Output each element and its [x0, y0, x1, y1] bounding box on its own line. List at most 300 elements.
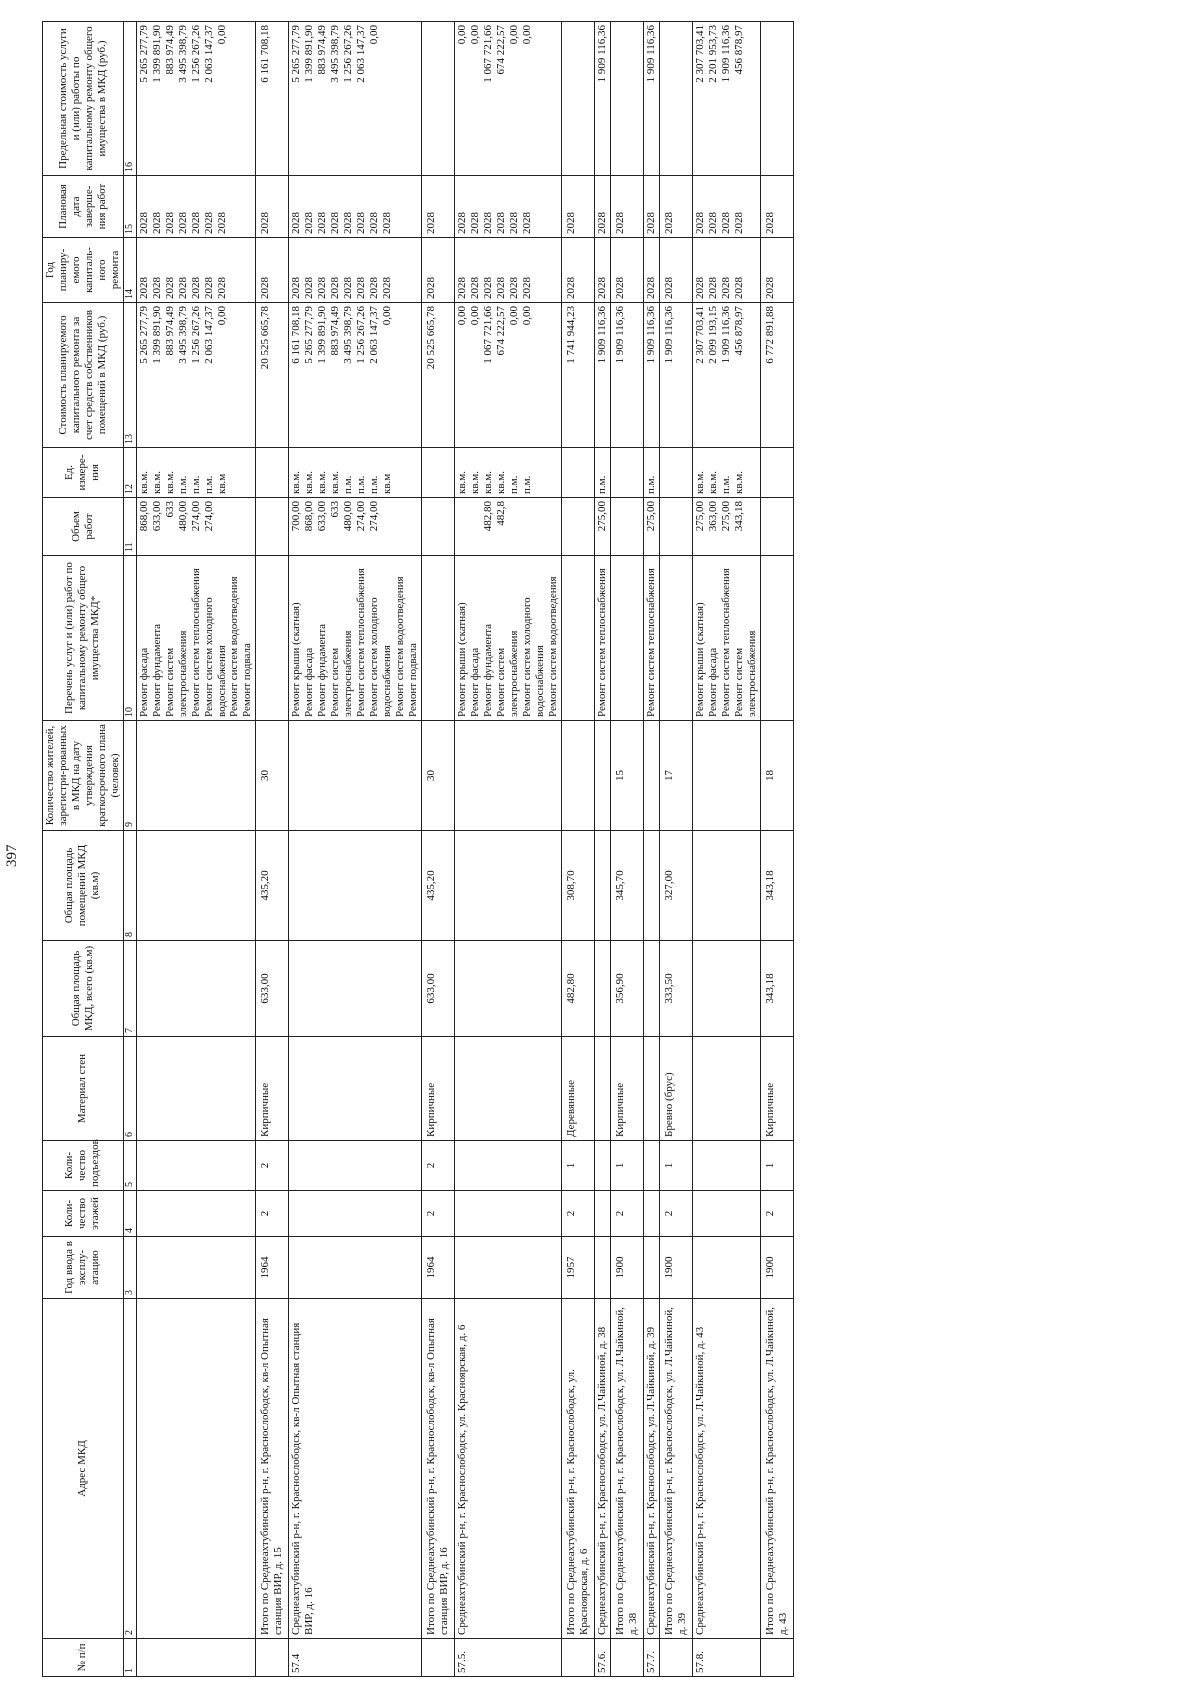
unit-line: п.м. — [189, 475, 202, 494]
column-number-14: 14 — [123, 238, 136, 303]
unit-line: кв.м. — [150, 471, 163, 494]
cell-residents — [692, 721, 760, 831]
volume-line: 274,00 — [189, 501, 202, 532]
cell-address: Итого по Среднеахтубинский р-н, г. Краснослободск, ул. Л.Чайкиной, д. 39 — [659, 1299, 692, 1639]
cost-line: 883 974,49 — [163, 306, 176, 356]
cost-line: 1 909 116,36 — [614, 306, 627, 364]
cell-area-rooms — [136, 831, 256, 941]
cell-area-total: 333,50 — [659, 941, 692, 1037]
cell-volume — [422, 498, 455, 556]
cell-area-rooms: 327,00 — [659, 831, 692, 941]
cell-entrances: 1 — [659, 1141, 692, 1191]
unit-line: кв.м — [215, 473, 228, 494]
limit-line — [614, 25, 627, 172]
volume-line: 482,8 — [495, 501, 508, 526]
year-plan-line: 2028 — [176, 277, 189, 299]
column-header-8: Общая площадь помещений МКД (кв.м) — [43, 831, 124, 941]
year-plan-line: 2028 — [202, 277, 215, 299]
works-line: Ремонт фундамента — [316, 623, 329, 717]
volume-line: 275,00 — [693, 501, 706, 532]
end-date-line: 2028 — [662, 212, 675, 234]
volume-line — [216, 501, 229, 552]
cell-address: Среднеахтубинский р-н, г. Краснослободск, ул. Красноярская, д. 6 — [455, 1299, 562, 1639]
volume-line: 482,80 — [482, 501, 495, 532]
volume-line — [508, 501, 521, 552]
cost-line: 2 099 193,15 — [706, 306, 719, 364]
limit-line: 883 974,49 — [163, 25, 176, 75]
limit-line: 2 063 147,37 — [355, 25, 368, 83]
cell-walls: Кирпичные — [422, 1037, 455, 1141]
cell-area-total — [643, 941, 659, 1037]
cell-limit — [422, 22, 455, 176]
limit-line: 1 909 116,36 — [719, 25, 732, 83]
cell-works — [455, 556, 562, 721]
limit-line: 5 265 277,79 — [137, 25, 150, 83]
year-plan-line: 2028 — [259, 277, 272, 299]
volume-line: 480,00 — [176, 501, 189, 532]
cell-year-plan — [422, 238, 455, 303]
unit-line: п.м. — [355, 475, 368, 494]
column-header-12: Ед. измере-ния — [43, 448, 124, 498]
works-line: Ремонт систем водоотведения — [547, 576, 560, 717]
cell-unit — [422, 448, 455, 498]
cell-residents: 30 — [256, 721, 289, 831]
table-row — [643, 22, 659, 1677]
limit-line: 0,00 — [469, 25, 482, 45]
cell-year: 1900 — [611, 1237, 644, 1299]
cell-end-date — [643, 176, 659, 238]
limit-line: 1 399 891,90 — [150, 25, 163, 83]
limit-line: 0,00 — [508, 25, 521, 45]
cell-area-total — [595, 941, 611, 1037]
end-date-line: 2028 — [763, 212, 776, 234]
cell-floors — [595, 1191, 611, 1237]
cost-line: 1 909 116,36 — [596, 306, 609, 364]
end-date-line: 2028 — [565, 212, 578, 234]
cell-year — [136, 1237, 256, 1299]
cell-year: 1900 — [760, 1237, 793, 1299]
cell-residents: 18 — [760, 721, 793, 831]
works-line: Ремонт систем электроснабжения — [732, 630, 758, 717]
cost-line: 1 909 116,36 — [719, 306, 732, 364]
cell-area-rooms — [692, 831, 760, 941]
unit-line: кв.м. — [329, 471, 342, 494]
column-number-5: 5 — [123, 1141, 136, 1191]
year-plan-line: 2028 — [614, 277, 627, 299]
works-line: Ремонт фасада — [706, 647, 719, 717]
cell-walls: Кирпичные — [760, 1037, 793, 1141]
cell-address: Итого по Среднеахтубинский р-н, г. Краснослободск, кв-л Опытная станция ВИР, д. 15 — [256, 1299, 289, 1639]
cost-line: 456 878,97 — [732, 306, 745, 356]
works-line: Ремонт систем теплоснабжения — [644, 568, 657, 717]
unit-line: кв.м. — [469, 471, 482, 494]
cell-volume — [760, 498, 793, 556]
cost-line: 2 063 147,37 — [202, 306, 215, 364]
cell-end-date — [422, 176, 455, 238]
end-date-line: 2028 — [355, 212, 368, 234]
cell-year-plan — [289, 238, 422, 303]
cost-line: 1 909 116,36 — [644, 306, 657, 364]
cell-entrances: 2 — [422, 1141, 455, 1191]
cell-works — [643, 556, 659, 721]
year-plan-line: 2028 — [316, 277, 329, 299]
cell-unit — [595, 448, 611, 498]
cell-floors — [289, 1191, 422, 1237]
end-date-line: 2028 — [137, 212, 150, 234]
cell-walls — [289, 1037, 422, 1141]
cell-year — [455, 1237, 562, 1299]
unit-line: кв.м. — [303, 471, 316, 494]
limit-line: 1 256 267,26 — [189, 25, 202, 83]
cell-walls — [643, 1037, 659, 1141]
cell-address: Среднеахтубинский р-н, г. Краснослободск, ул. Л.Чайкиной, д. 39 — [643, 1299, 659, 1639]
volume-line — [456, 501, 469, 552]
unit-line: п.м. — [521, 475, 534, 494]
cell-area-rooms — [455, 831, 562, 941]
cell-area-total: 343,18 — [760, 941, 793, 1037]
unit-line: кв.м. — [706, 471, 719, 494]
cost-line: 20 525 665,78 — [425, 306, 438, 370]
column-number-10: 10 — [123, 556, 136, 721]
year-plan-line: 2028 — [425, 277, 438, 299]
volume-line: 274,00 — [202, 501, 215, 532]
total-row — [562, 22, 595, 1677]
column-header-5: Коли-чество подъездов — [43, 1141, 124, 1191]
limit-line: 1 909 116,36 — [596, 25, 609, 83]
cell-volume — [562, 498, 595, 556]
unit-line: п.м. — [644, 475, 657, 494]
cell-address — [136, 1299, 256, 1639]
cell-address: Среднеахтубинский р-н, г. Краснослободск, ул. Л.Чайкиной, д. 43 — [692, 1299, 760, 1639]
year-plan-line: 2028 — [662, 277, 675, 299]
cell-year — [692, 1237, 760, 1299]
year-plan-line: 2028 — [163, 277, 176, 299]
cell-limit — [643, 22, 659, 176]
cost-line: 5 265 277,79 — [137, 306, 150, 364]
cell-end-date — [289, 176, 422, 238]
volume-line: 363,00 — [706, 501, 719, 532]
cost-line: 6 772 891,88 — [763, 306, 776, 364]
column-header-10: Перечень услуг и (или) работ по капитальному ремонту общего имущества МКД* — [43, 556, 124, 721]
limit-line: 2 063 147,37 — [202, 25, 215, 83]
cell-walls: Кирпичные — [256, 1037, 289, 1141]
column-number-16: 16 — [123, 22, 136, 176]
year-plan-line: 2028 — [719, 277, 732, 299]
year-plan-line: 2028 — [644, 277, 657, 299]
cell-residents: 17 — [659, 721, 692, 831]
cell-area-rooms — [595, 831, 611, 941]
cell-end-date — [562, 176, 595, 238]
cell-walls — [595, 1037, 611, 1141]
end-date-line: 2028 — [316, 212, 329, 234]
cell-residents — [643, 721, 659, 831]
limit-line: 0,00 — [521, 25, 534, 45]
volume-line: 700,00 — [290, 501, 303, 532]
cell-walls — [136, 1037, 256, 1141]
column-number-4: 4 — [123, 1191, 136, 1237]
unit-line: п.м. — [342, 475, 355, 494]
cell-area-rooms: 435,20 — [256, 831, 289, 941]
total-row — [422, 22, 455, 1677]
cell-limit — [659, 22, 692, 176]
cost-line: 1 399 891,90 — [150, 306, 163, 364]
cell-limit — [455, 22, 562, 176]
year-plan-line: 2028 — [596, 277, 609, 299]
cell-cost — [692, 303, 760, 448]
cell-entrances: 2 — [256, 1141, 289, 1191]
year-plan-line: 2028 — [381, 277, 394, 299]
table-row — [595, 22, 611, 1677]
column-header-13: Стоимость планируемого капитального ремонта за счет средств собственников помещений в МКД (руб.) — [43, 303, 124, 448]
end-date-line: 2028 — [290, 212, 303, 234]
works-line: Ремонт систем теплоснабжения — [596, 568, 609, 717]
year-plan-line: 2028 — [508, 277, 521, 299]
cost-line: 1 256 267,26 — [355, 306, 368, 364]
cost-line: 1 399 891,90 — [316, 306, 329, 364]
limit-line: 883 974,49 — [316, 25, 329, 75]
cell-limit — [595, 22, 611, 176]
cell-end-date — [595, 176, 611, 238]
cell-year-plan — [611, 238, 644, 303]
table-row — [136, 22, 256, 1677]
works-line: Ремонт фундамента — [150, 623, 163, 717]
limit-line: 1 067 721,66 — [482, 25, 495, 83]
limit-line: 6 161 708,18 — [259, 25, 272, 83]
cell-area-total: 633,00 — [256, 941, 289, 1037]
end-date-line: 2028 — [495, 212, 508, 234]
cell-cost — [643, 303, 659, 448]
end-date-line: 2028 — [521, 212, 534, 234]
cell-year — [289, 1237, 422, 1299]
end-date-line: 2028 — [176, 212, 189, 234]
cell-residents — [562, 721, 595, 831]
year-plan-line: 2028 — [189, 277, 202, 299]
cost-line: 1 067 721,66 — [482, 306, 495, 364]
limit-line — [425, 25, 438, 172]
cell-floors: 2 — [659, 1191, 692, 1237]
works-line: Ремонт систем холодного водоснабжения — [368, 597, 394, 717]
cell-year-plan — [455, 238, 562, 303]
cell-no: 57.4 — [289, 1639, 422, 1677]
cost-line: 674 222,57 — [495, 306, 508, 356]
cost-line: 0,00 — [521, 306, 534, 326]
column-number-row — [123, 22, 136, 1677]
cell-residents — [289, 721, 422, 831]
works-line: Ремонт систем теплоснабжения — [355, 568, 368, 717]
cell-area-total: 482,80 — [562, 941, 595, 1037]
year-plan-line: 2028 — [303, 277, 316, 299]
cell-area-total: 633,00 — [422, 941, 455, 1037]
column-header-6: Материал стен — [43, 1037, 124, 1141]
cell-entrances — [136, 1141, 256, 1191]
column-number-8: 8 — [123, 831, 136, 941]
year-plan-line: 2028 — [521, 277, 534, 299]
column-header-11: Объем работ — [43, 498, 124, 556]
cell-year-plan — [760, 238, 793, 303]
end-date-line: 2028 — [644, 212, 657, 234]
cell-works — [289, 556, 422, 721]
column-number-12: 12 — [123, 448, 136, 498]
limit-line: 0,00 — [368, 25, 381, 45]
cell-address: Итого по Среднеахтубинский р-н, г. Краснослободск, ул. Л.Чайкиной, д. 38 — [611, 1299, 644, 1639]
cell-area-rooms: 435,20 — [422, 831, 455, 941]
cell-limit — [256, 22, 289, 176]
works-line: Ремонт систем теплоснабжения — [719, 568, 732, 717]
cell-year — [595, 1237, 611, 1299]
cell-limit — [136, 22, 256, 176]
column-number-15: 15 — [123, 176, 136, 238]
column-number-3: 3 — [123, 1237, 136, 1299]
works-line: Ремонт систем электроснабжения — [495, 630, 521, 717]
cell-entrances — [595, 1141, 611, 1191]
limit-line: 674 222,57 — [495, 25, 508, 75]
cost-line: 0,00 — [469, 306, 482, 326]
cost-line: 2 307 703,41 — [693, 306, 706, 364]
cell-works — [611, 556, 644, 721]
limit-line — [663, 25, 676, 172]
cell-limit — [760, 22, 793, 176]
end-date-line: 2028 — [329, 212, 342, 234]
year-plan-line: 2028 — [137, 277, 150, 299]
volume-line: 633,00 — [316, 501, 329, 532]
cell-end-date — [136, 176, 256, 238]
cell-area-rooms — [643, 831, 659, 941]
end-date-line: 2028 — [596, 212, 609, 234]
limit-line: 2 201 953,73 — [706, 25, 719, 83]
works-line: Ремонт систем холодного водоснабжения — [521, 597, 547, 717]
limit-line: 456 878,97 — [732, 25, 745, 75]
cell-no: 57.5. — [455, 1639, 562, 1677]
end-date-line: 2028 — [706, 212, 719, 234]
volume-line: 275,00 — [719, 501, 732, 532]
year-plan-line: 2028 — [763, 277, 776, 299]
cell-no — [256, 1639, 289, 1677]
cell-volume — [643, 498, 659, 556]
end-date-line: 2028 — [456, 212, 469, 234]
limit-line: 0,00 — [456, 25, 469, 45]
cell-no — [760, 1639, 793, 1677]
cell-volume — [289, 498, 422, 556]
cost-line: 2 063 147,37 — [368, 306, 381, 364]
cell-cost — [562, 303, 595, 448]
cell-works — [422, 556, 455, 721]
cell-works — [136, 556, 256, 721]
cost-line: 1 741 944,23 — [565, 306, 578, 364]
unit-line: кв.м. — [495, 471, 508, 494]
cost-line: 3 495 398,79 — [176, 306, 189, 364]
works-line: Ремонт фасада — [469, 647, 482, 717]
cell-no — [562, 1639, 595, 1677]
works-line: Ремонт систем теплоснабжения — [189, 568, 202, 717]
cell-area-rooms — [289, 831, 422, 941]
cell-works — [659, 556, 692, 721]
cell-end-date — [455, 176, 562, 238]
cell-cost — [136, 303, 256, 448]
end-date-line: 2028 — [469, 212, 482, 234]
cell-year: 1957 — [562, 1237, 595, 1299]
cell-year-plan — [659, 238, 692, 303]
cell-year — [643, 1237, 659, 1299]
cell-walls: Бревно (брус) — [659, 1037, 692, 1141]
year-plan-line: 2028 — [693, 277, 706, 299]
year-plan-line: 2028 — [290, 277, 303, 299]
works-line: Ремонт систем электроснабжения — [163, 630, 189, 717]
cell-volume — [692, 498, 760, 556]
cell-no — [659, 1639, 692, 1677]
cell-no: 57.7. — [643, 1639, 659, 1677]
cell-entrances — [643, 1141, 659, 1191]
cell-year-plan — [562, 238, 595, 303]
end-date-line: 2028 — [342, 212, 355, 234]
limit-line: 3 495 398,79 — [329, 25, 342, 83]
end-date-line: 2028 — [693, 212, 706, 234]
cell-unit — [562, 448, 595, 498]
year-plan-line: 2028 — [482, 277, 495, 299]
unit-line: кв.м. — [290, 471, 303, 494]
year-plan-line: 2028 — [215, 277, 228, 299]
unit-line: кв.м — [381, 473, 394, 494]
cell-cost — [611, 303, 644, 448]
cell-cost — [659, 303, 692, 448]
cost-line: 0,00 — [381, 306, 394, 326]
year-plan-line: 2028 — [342, 277, 355, 299]
total-row — [611, 22, 644, 1677]
cell-entrances — [289, 1141, 422, 1191]
volume-line: 274,00 — [355, 501, 368, 532]
end-date-line: 2028 — [368, 212, 381, 234]
end-date-line: 2028 — [381, 212, 394, 234]
end-date-line: 2028 — [202, 212, 215, 234]
cost-line: 0,00 — [456, 306, 469, 326]
unit-line: п.м. — [176, 475, 189, 494]
cell-floors — [136, 1191, 256, 1237]
works-line: Ремонт фасада — [137, 647, 150, 717]
end-date-line: 2028 — [150, 212, 163, 234]
cell-volume — [256, 498, 289, 556]
cell-unit — [256, 448, 289, 498]
cell-volume — [659, 498, 692, 556]
cell-volume — [136, 498, 256, 556]
cell-address: Итого по Среднеахтубинский р-н, г. Краснослободск, ул. Красноярская, д. 6 — [562, 1299, 595, 1639]
cell-area-rooms: 343,18 — [760, 831, 793, 941]
cell-limit — [562, 22, 595, 176]
table-header — [43, 22, 137, 1677]
works-line: Ремонт систем водоотведения — [394, 576, 407, 717]
unit-line: п.м. — [368, 475, 381, 494]
page-number: 397 — [4, 844, 20, 867]
cell-floors: 2 — [256, 1191, 289, 1237]
unit-line: кв.м. — [693, 471, 706, 494]
cell-unit — [611, 448, 644, 498]
cell-cost — [289, 303, 422, 448]
year-plan-line: 2028 — [495, 277, 508, 299]
unit-line: кв.м. — [732, 471, 745, 494]
cell-unit — [455, 448, 562, 498]
unit-line: кв.м. — [163, 471, 176, 494]
column-header-7: Общая площадь МКД, всего (кв.м) — [43, 941, 124, 1037]
cell-area-total — [289, 941, 422, 1037]
end-date-line: 2028 — [303, 212, 316, 234]
cell-year-plan — [595, 238, 611, 303]
table-row — [692, 22, 760, 1677]
limit-line: 1 909 116,36 — [644, 25, 657, 83]
cell-floors: 2 — [422, 1191, 455, 1237]
cell-end-date — [760, 176, 793, 238]
cell-area-total — [136, 941, 256, 1037]
cell-unit — [136, 448, 256, 498]
unit-line: п.м. — [508, 475, 521, 494]
end-date-line: 2028 — [259, 212, 272, 234]
